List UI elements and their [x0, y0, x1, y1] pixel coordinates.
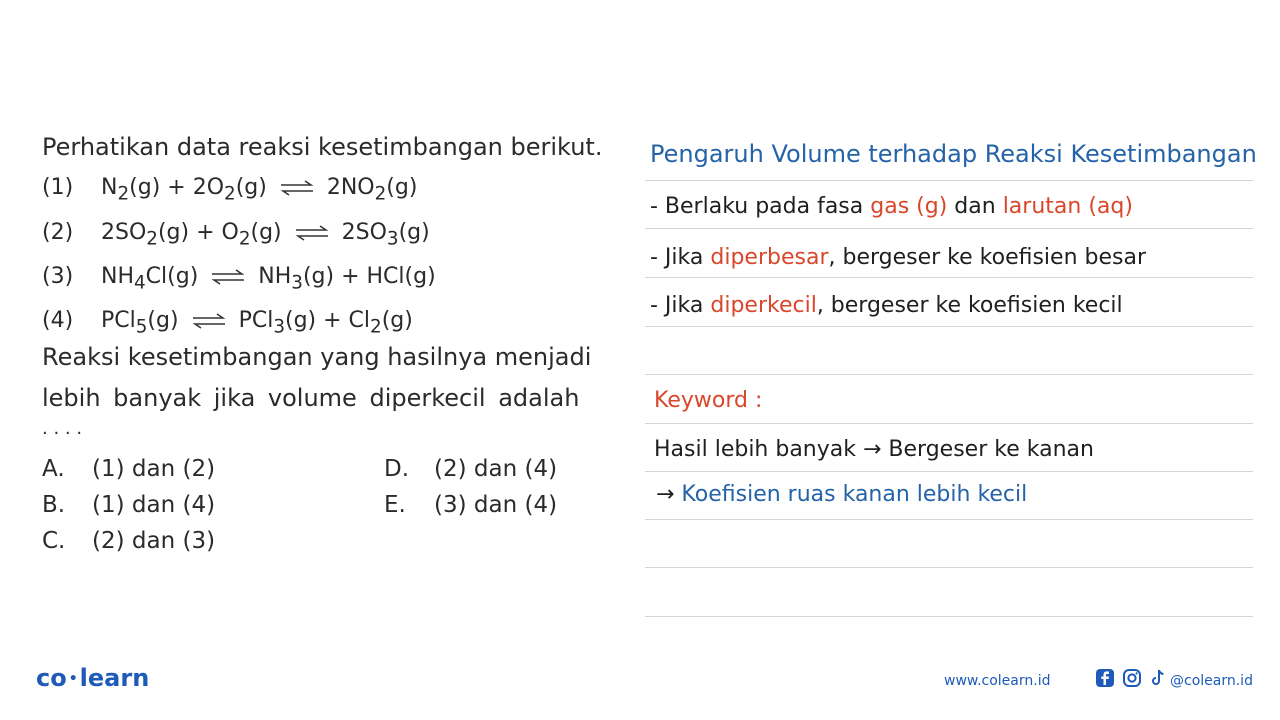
question-prompt-line-3: . . . .: [42, 418, 83, 439]
question-prompt-line-2: lebih banyak jika volume diperkecil adalah: [42, 384, 580, 412]
option-a[interactable]: A. (1) dan (2): [42, 456, 216, 482]
ruled-line: [645, 228, 1253, 229]
social-handle[interactable]: @colearn.id: [1170, 673, 1253, 689]
arrow-right-icon: →: [656, 482, 675, 507]
ruled-line: [645, 180, 1253, 181]
equilibrium-arrows-icon: [280, 180, 314, 196]
reaction-2: (2) $2SO_2(g) + O_2(g)$ $2SO_3(g)$: [42, 220, 430, 250]
ruled-line: [645, 471, 1253, 472]
equilibrium-arrows-icon: [211, 269, 245, 285]
keyword-label: Keyword :: [654, 388, 763, 413]
option-e[interactable]: E. (3) dan (4): [384, 492, 558, 518]
ruled-line: [645, 326, 1253, 327]
notes-title: Pengaruh Volume terhadap Reaksi Kesetimbangan: [650, 140, 1257, 168]
ruled-line: [645, 423, 1253, 424]
option-b[interactable]: B. (1) dan (4): [42, 492, 216, 518]
ruled-line: [645, 519, 1253, 520]
note-line-4: Hasil lebih banyak → Bergeser ke kanan: [654, 437, 1094, 462]
ruled-line: [645, 277, 1253, 278]
footer-url[interactable]: www.colearn.id: [944, 673, 1051, 689]
reaction-3: (3) $NH_4Cl(g) NH_3(g) + HCl(g)$: [42, 264, 436, 294]
note-line-3: - Jika diperkecil, bergeser ke koefisien kecil: [650, 293, 1123, 318]
ruled-line: [645, 374, 1253, 375]
note-line-5: → Koefisien ruas kanan lebih kecil: [656, 482, 1028, 507]
equilibrium-arrows-icon: [295, 225, 329, 241]
instagram-icon[interactable]: [1122, 668, 1142, 688]
ruled-line: [645, 567, 1253, 568]
reaction-1: (1) $N_2(g) + 2O_2(g)$ $2NO_2(g)$: [42, 175, 418, 205]
question-prompt-line-1: Reaksi kesetimbangan yang hasilnya menjadi: [42, 343, 592, 371]
colearn-logo: co •learn: [36, 664, 150, 692]
option-c[interactable]: C. (2) dan (3): [42, 528, 216, 554]
note-line-1: - Berlaku pada fasa gas (g) dan larutan (aq): [650, 194, 1133, 219]
option-d[interactable]: D. (2) dan (4): [384, 456, 558, 482]
reaction-4: (4) PCl$_5$(g) $PCl_3(g) + Cl_2(g)$: [42, 308, 413, 338]
ruled-line: [645, 616, 1253, 617]
facebook-icon[interactable]: [1095, 668, 1115, 688]
note-line-2: - Jika diperbesar, bergeser ke koefisien besar: [650, 245, 1147, 270]
equilibrium-arrows-icon: [192, 313, 226, 329]
tiktok-icon[interactable]: [1148, 668, 1168, 688]
question-intro: Perhatikan data reaksi kesetimbangan berikut.: [42, 133, 603, 161]
arrow-right-icon: →: [863, 437, 882, 462]
